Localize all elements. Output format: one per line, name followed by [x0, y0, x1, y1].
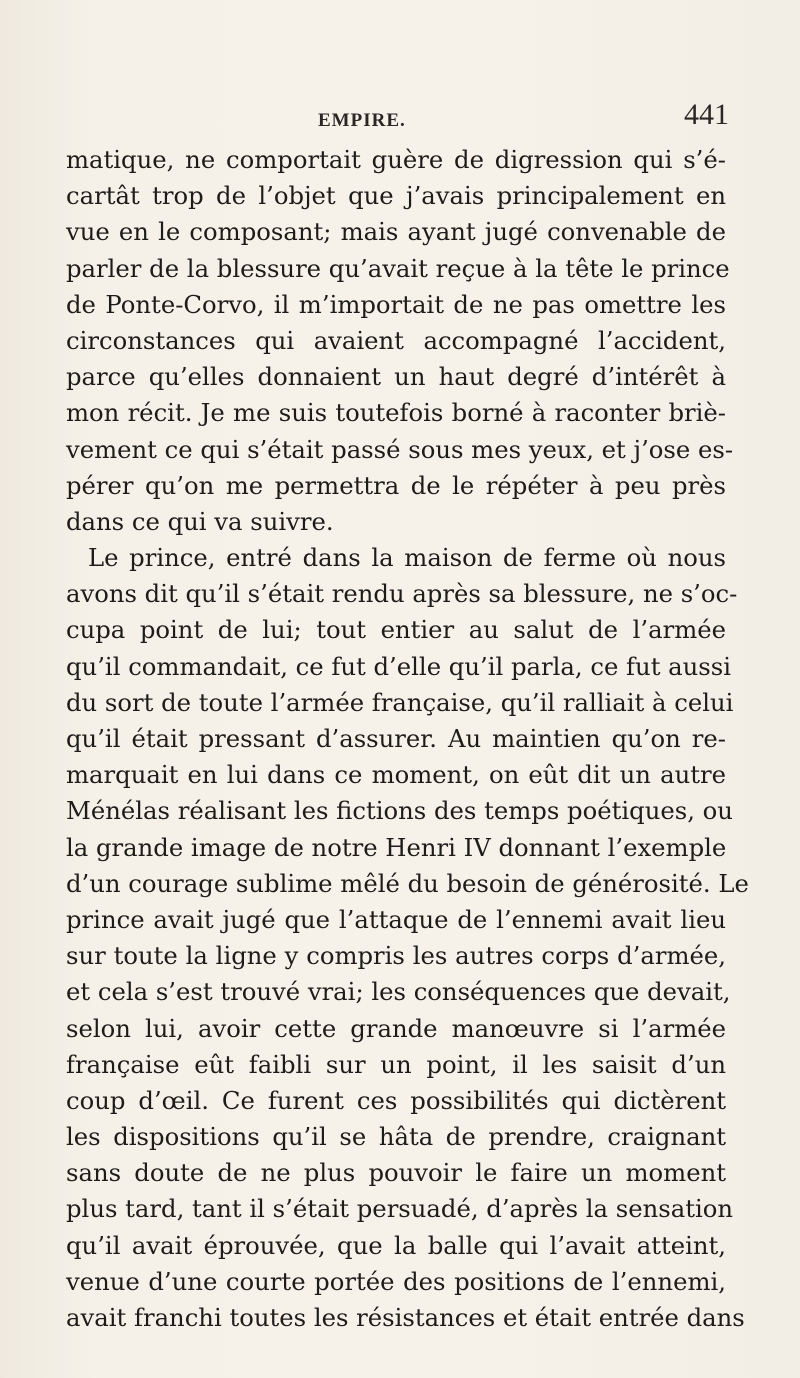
text-line: d’un courage sublime mêlé du besoin de générosité. Le — [66, 868, 749, 898]
text-line: selon lui, avoir cette grande manœuvre si l’armée — [66, 1013, 726, 1043]
text-line: cartât trop de l’objet que j’avais principalement en — [66, 181, 726, 211]
text-line: du sort de toute l’armée française, qu’il ralliait à celui — [66, 687, 734, 717]
text-line: matique, ne comportait guère de digression qui s’é- — [66, 145, 726, 174]
text-line: française eût faibli sur un point, il les saisit d’un — [66, 1049, 726, 1079]
page-number: 441 — [684, 98, 729, 131]
text-line: qu’il avait éprouvée, que la balle qui l’avait atteint, — [66, 1230, 726, 1260]
text-line: parce qu’elles donnaient un haut degré d’intérêt à — [66, 362, 726, 392]
text-line: avons dit qu’il s’était rendu après sa blessure, ne s’oc- — [66, 579, 738, 609]
text-line: circonstances qui avaient accompagné l’accident, — [66, 325, 726, 355]
text-line: coup d’œil. Ce furent ces possibilités qui dictèrent — [66, 1085, 726, 1115]
text-line: avait franchi toutes les résistances et était entrée dans — [66, 1303, 745, 1332]
text-line: cupa point de lui; tout entier au salut de l’armée — [66, 615, 726, 645]
text-line: qu’il était pressant d’assurer. Au maintien qu’on re- — [66, 724, 726, 753]
text-line: la grande image de notre Henri IV donnant l’exemple — [66, 832, 727, 862]
text-line: venue d’une courte portée des positions de l’ennemi, — [66, 1266, 726, 1296]
running-head: EMPIRE. — [318, 110, 406, 131]
text-line: qu’il commandait, ce fut d’elle qu’il parla, ce fut aussi — [66, 651, 732, 681]
text-line: Ménélas réalisant les fictions des temps poétiques, ou — [66, 796, 733, 826]
text-line: mon récit. Je me suis toutefois borné à raconter briè- — [66, 398, 726, 428]
text-line: prince avait jugé que l’attaque de l’ennemi avait lieu — [66, 904, 726, 934]
text-line: et cela s’est trouvé vrai; les conséquences que devait, — [66, 977, 731, 1007]
text-line: plus tard, tant il s’était persuadé, d’après la sensation — [66, 1194, 734, 1224]
text-line: marquait en lui dans ce moment, on eût dit un autre — [66, 760, 726, 790]
text-line: de Ponte-Corvo, il m’importait de ne pas omettre les — [66, 289, 726, 319]
text-line: les dispositions qu’il se hâta de prendre, craignant — [66, 1122, 726, 1152]
text-line: pérer qu’on me permettra de le répéter à peu près — [66, 470, 726, 500]
text-line: sur toute la ligne y compris les autres corps d’armée, — [66, 941, 726, 971]
paragraph-start-line: Le prince, entré dans la maison de ferme où nous — [88, 543, 726, 573]
text-line: sans doute de ne plus pouvoir le faire un moment — [66, 1158, 726, 1188]
body-text — [66, 142, 749, 1336]
page-header — [0, 98, 800, 142]
text-line: vement ce qui s’était passé sous mes yeux, et j’ose es- — [66, 434, 734, 464]
paragraph-end-line: dans ce qui va suivre. — [66, 506, 334, 536]
text-line: parler de la blessure qu’avait reçue à la tête le prince — [66, 253, 730, 283]
text-line: vue en le composant; mais ayant jugé convenable de — [66, 217, 726, 247]
